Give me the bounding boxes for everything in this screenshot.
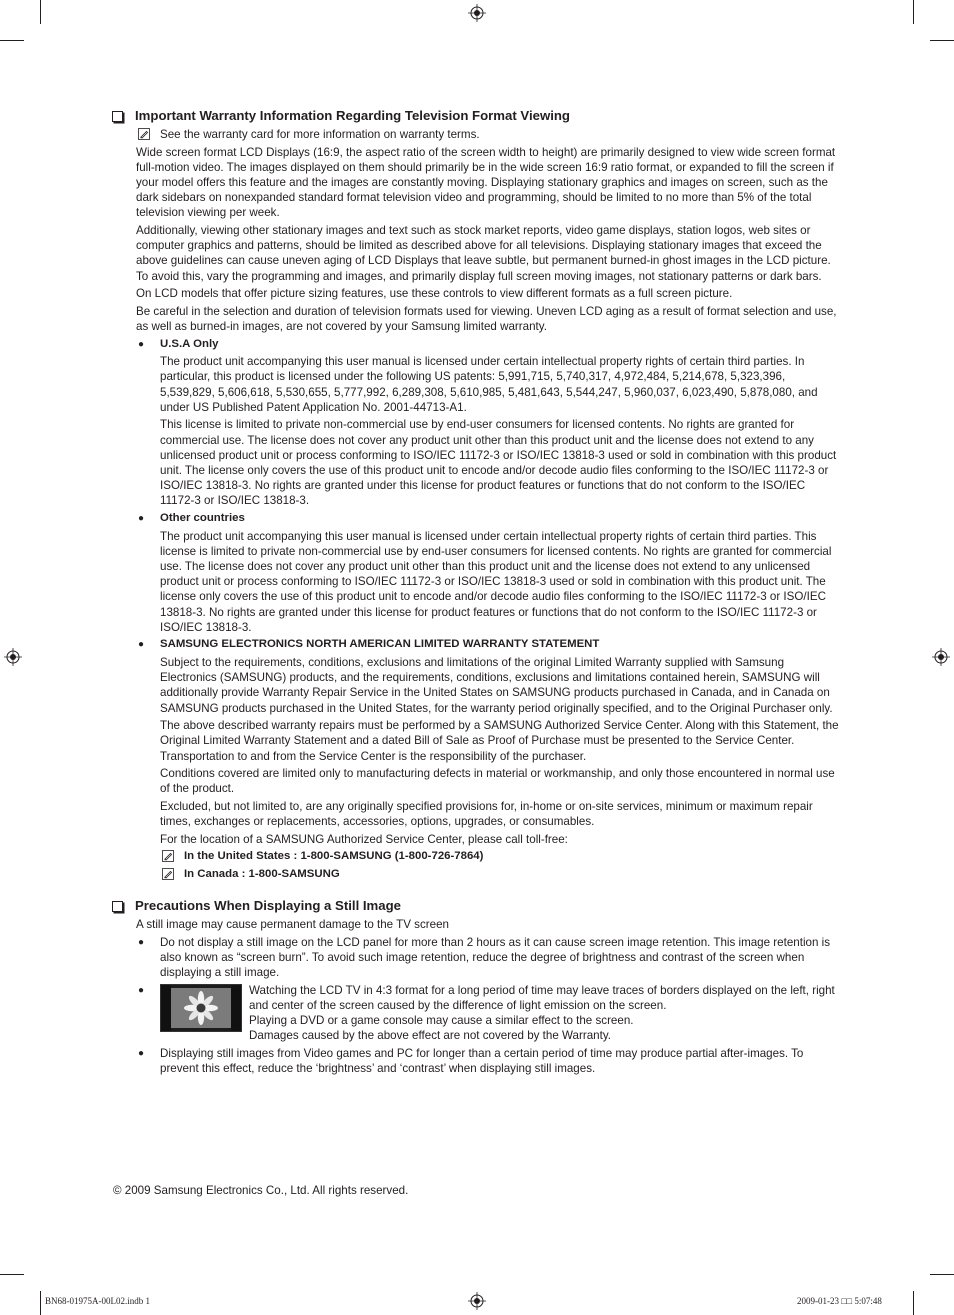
crop-mark	[0, 40, 24, 41]
other-body	[136, 529, 840, 635]
usa-body	[136, 354, 840, 508]
checkbox-icon	[112, 111, 123, 122]
registration-mark-icon	[468, 1292, 486, 1310]
paragraph: This license is limited to private non-commercial use by end-user consumers for licensed contents. No rights are granted for commercial use. The license does not cover any product unit other than this product unit and the license does not extend to any unlicensed product unit or process conforming to ISO/IEC 11172-3 or ISO/IEC 13818-3 used or sold in combination with this product unit. The license only covers the use of this product unit to encode and/or decode audio files conforming to the ISO/IEC 11172-3 or ISO/IEC 13818-3. No rights are granted under this license for product features or functions that do not conform to the ISO/IEC 11172-3 or ISO/IEC 13818-3.	[160, 418, 837, 508]
section-title-warranty: Important Warranty Information Regarding Television Format Viewing	[112, 107, 840, 125]
paragraph: For the location of a SAMSUNG Authorized Service Center, please call toll-free:	[160, 832, 568, 846]
crop-mark	[40, 0, 41, 24]
note-pencil-icon	[162, 868, 174, 880]
crop-mark	[930, 1274, 954, 1275]
copyright-footer: © 2009 Samsung Electronics Co., Ltd. All rights reserved.	[113, 1184, 409, 1197]
print-slug-date: 2009-01-23 □□ 5:07:48	[797, 1296, 882, 1306]
paragraph: Wide screen format LCD Displays (16:9, the aspect ratio of the screen width to height) are primarily designed to view wide screen format full-motion video. The images displayed on them should primarily be in the wide screen 16:9 ratio format, or expanded to fill the screen if your model offers this feature and the images are constantly moving. Displaying stationary graphics and images on screen, such as the dark sidebars on nonexpanded standard format television video and programming, should be limited to no more than 5% of the total television viewing per week.	[136, 145, 836, 220]
bullet-dot-icon: ●	[138, 984, 145, 996]
list-item	[136, 983, 840, 1044]
list-item: ● Do not display a still image on the LCD panel for more than 2 hours as it can cause screen image retention. This image retention is also known as “screen burn”. To avoid such image retention, reduce the degree of brightness and contrast of the screen when displaying a still image.	[138, 935, 831, 980]
crop-mark	[930, 40, 954, 41]
note: See the warranty card for more information on warranty terms.	[136, 127, 840, 142]
bullet-dot-icon: ●	[138, 639, 145, 651]
bullet-dot-icon: ●	[138, 338, 145, 350]
bullet-usa: ● U.S.A Only	[136, 337, 840, 352]
checkbox-icon	[112, 901, 123, 912]
bullet-other-countries: ● Other countries	[136, 511, 840, 526]
paragraph: Excluded, but not limited to, are any originally specified provisions for, in-home or on-site services, minimum or maximum repair times, exchanges or replacements, accessories, options, upgrades, or consumables.	[160, 800, 813, 829]
crop-mark	[40, 1291, 41, 1315]
note-us-phone: In the United States : 1-800-SAMSUNG (1-800-726-7864)	[160, 849, 840, 864]
crop-mark	[913, 1291, 914, 1315]
paragraph: Subject to the requirements, conditions, exclusions and limitations of the original Limited Warranty supplied with Samsung Electronics (SAMSUNG) products, and the requirements, conditions, exclusions and limitations contained herein, SAMSUNG will additionally provide Warranty Repair Service in the United States on SAMSUNG products purchased in Canada, and in Canada on SAMSUNG products purchased in the United States, for the warranty period originally specified, and to the Original Purchaser only.	[160, 656, 833, 715]
paragraph: The product unit accompanying this user manual is licensed under certain intellectual property rights of certain third parties. This license is limited to private non-commercial use by end-user consumers for licensed contents. No rights are granted for commercial use. The license does not cover any product unit other than this product unit and the license does not extend to any unlicensed product unit or process conforming to ISO/IEC 11172-3 or ISO/IEC 13818-3 used or sold in combination with this product unit. The license only covers the use of this product unit to encode and/or decode audio files conforming to the ISO/IEC 11172-3 or ISO/IEC 13818-3. No rights are granted under this license for product features or functions that do not conform to the ISO/IEC 11172-3 or ISO/IEC 13818-3.	[160, 529, 832, 634]
list-item-text: Watching the LCD TV in 4:3 format for a long period of time may leave traces of borders displayed on the left, right and center of the screen caused by the difference of light emission on the screen. Playing a DVD or a game console may cause a similar effect to the screen. Damages caused by the above effect are not covered by the Warranty.	[249, 983, 835, 1043]
bullet-samsung-warranty: ● SAMSUNG ELECTRONICS NORTH AMERICAN LIMITED WARRANTY STATEMENT	[136, 637, 840, 652]
section-body-still-image	[112, 917, 840, 1076]
section-title-still-image: Precautions When Displaying a Still Image	[112, 897, 840, 915]
crop-mark	[0, 1274, 24, 1275]
paragraph: On LCD models that offer picture sizing features, use these controls to view different formats as a full screen picture.	[136, 287, 733, 301]
paragraph: The product unit accompanying this user manual is licensed under certain intellectual property rights of certain third parties. In particular, this product is licensed under the following US patents: 5,991,715, 5,740,317, 4,972,484, 5,214,678, 5,323,396, 5,539,829, 5,606,618, 5,530,655, 5,777,992, 6,289,308, 5,610,985, 5,481,643, 5,544,247, 5,960,037, 6,023,490, 5,878,080, and under US Published Patent Application No. 2001-44713-A1.	[160, 355, 818, 414]
section-body-warranty	[112, 127, 840, 882]
bullet-dot-icon: ●	[138, 936, 145, 948]
paragraph: The above described warranty repairs must be performed by a SAMSUNG Authorized Service Center. Along with this Statement, the Original Limited Warranty Statement and a dated Bill of Sale as Proof of Purchase must be presented to the Service Center. Transportation to and from the Service Center is the responsibility of the purchaser.	[160, 719, 839, 763]
registration-mark-icon	[468, 4, 486, 22]
samsung-body	[136, 655, 840, 882]
paragraph: Conditions covered are limited only to manufacturing defects in material or workmanship, and only those encountered in normal use of the product.	[160, 767, 835, 796]
print-slug-file: BN68-01975A-00L02.indb 1	[45, 1296, 150, 1306]
bullet-dot-icon: ●	[138, 513, 145, 524]
registration-mark-icon	[4, 648, 22, 666]
paragraph: A still image may cause permanent damage to the TV screen	[136, 918, 449, 932]
list-item: ● Displaying still images from Video games and PC for longer than a certain period of time may produce partial after-images. To prevent this effect, reduce the ‘brightness’ and ‘contrast’ when displaying still images.	[138, 1046, 804, 1076]
note-pencil-icon	[138, 128, 150, 140]
page-content	[112, 107, 840, 1079]
paragraph: Additionally, viewing other stationary images and text such as stock market reports, video game displays, station logos, web sites or computer graphics and patterns, should be limited as described above for all televisions. Displaying stationary images that exceed the above guidelines can cause uneven aging of LCD Displays that leave subtle, but permanent burned-in ghost images in the LCD picture. To avoid this, vary the programming and images, and primarily display full screen moving images, not stationary patterns or dark bars.	[136, 224, 831, 283]
registration-mark-icon	[932, 648, 950, 666]
bullet-dot-icon: ●	[138, 1047, 145, 1059]
tv-screen-flower-image	[160, 984, 242, 1032]
note-pencil-icon	[162, 850, 174, 862]
note-ca-phone: In Canada : 1-800-SAMSUNG	[160, 867, 840, 882]
paragraph: Be careful in the selection and duration of television formats used for viewing. Uneven LCD aging as a result of format selection and use, as well as burned-in images, are not covered by your Samsung limited warranty.	[136, 304, 837, 333]
crop-mark	[913, 0, 914, 24]
